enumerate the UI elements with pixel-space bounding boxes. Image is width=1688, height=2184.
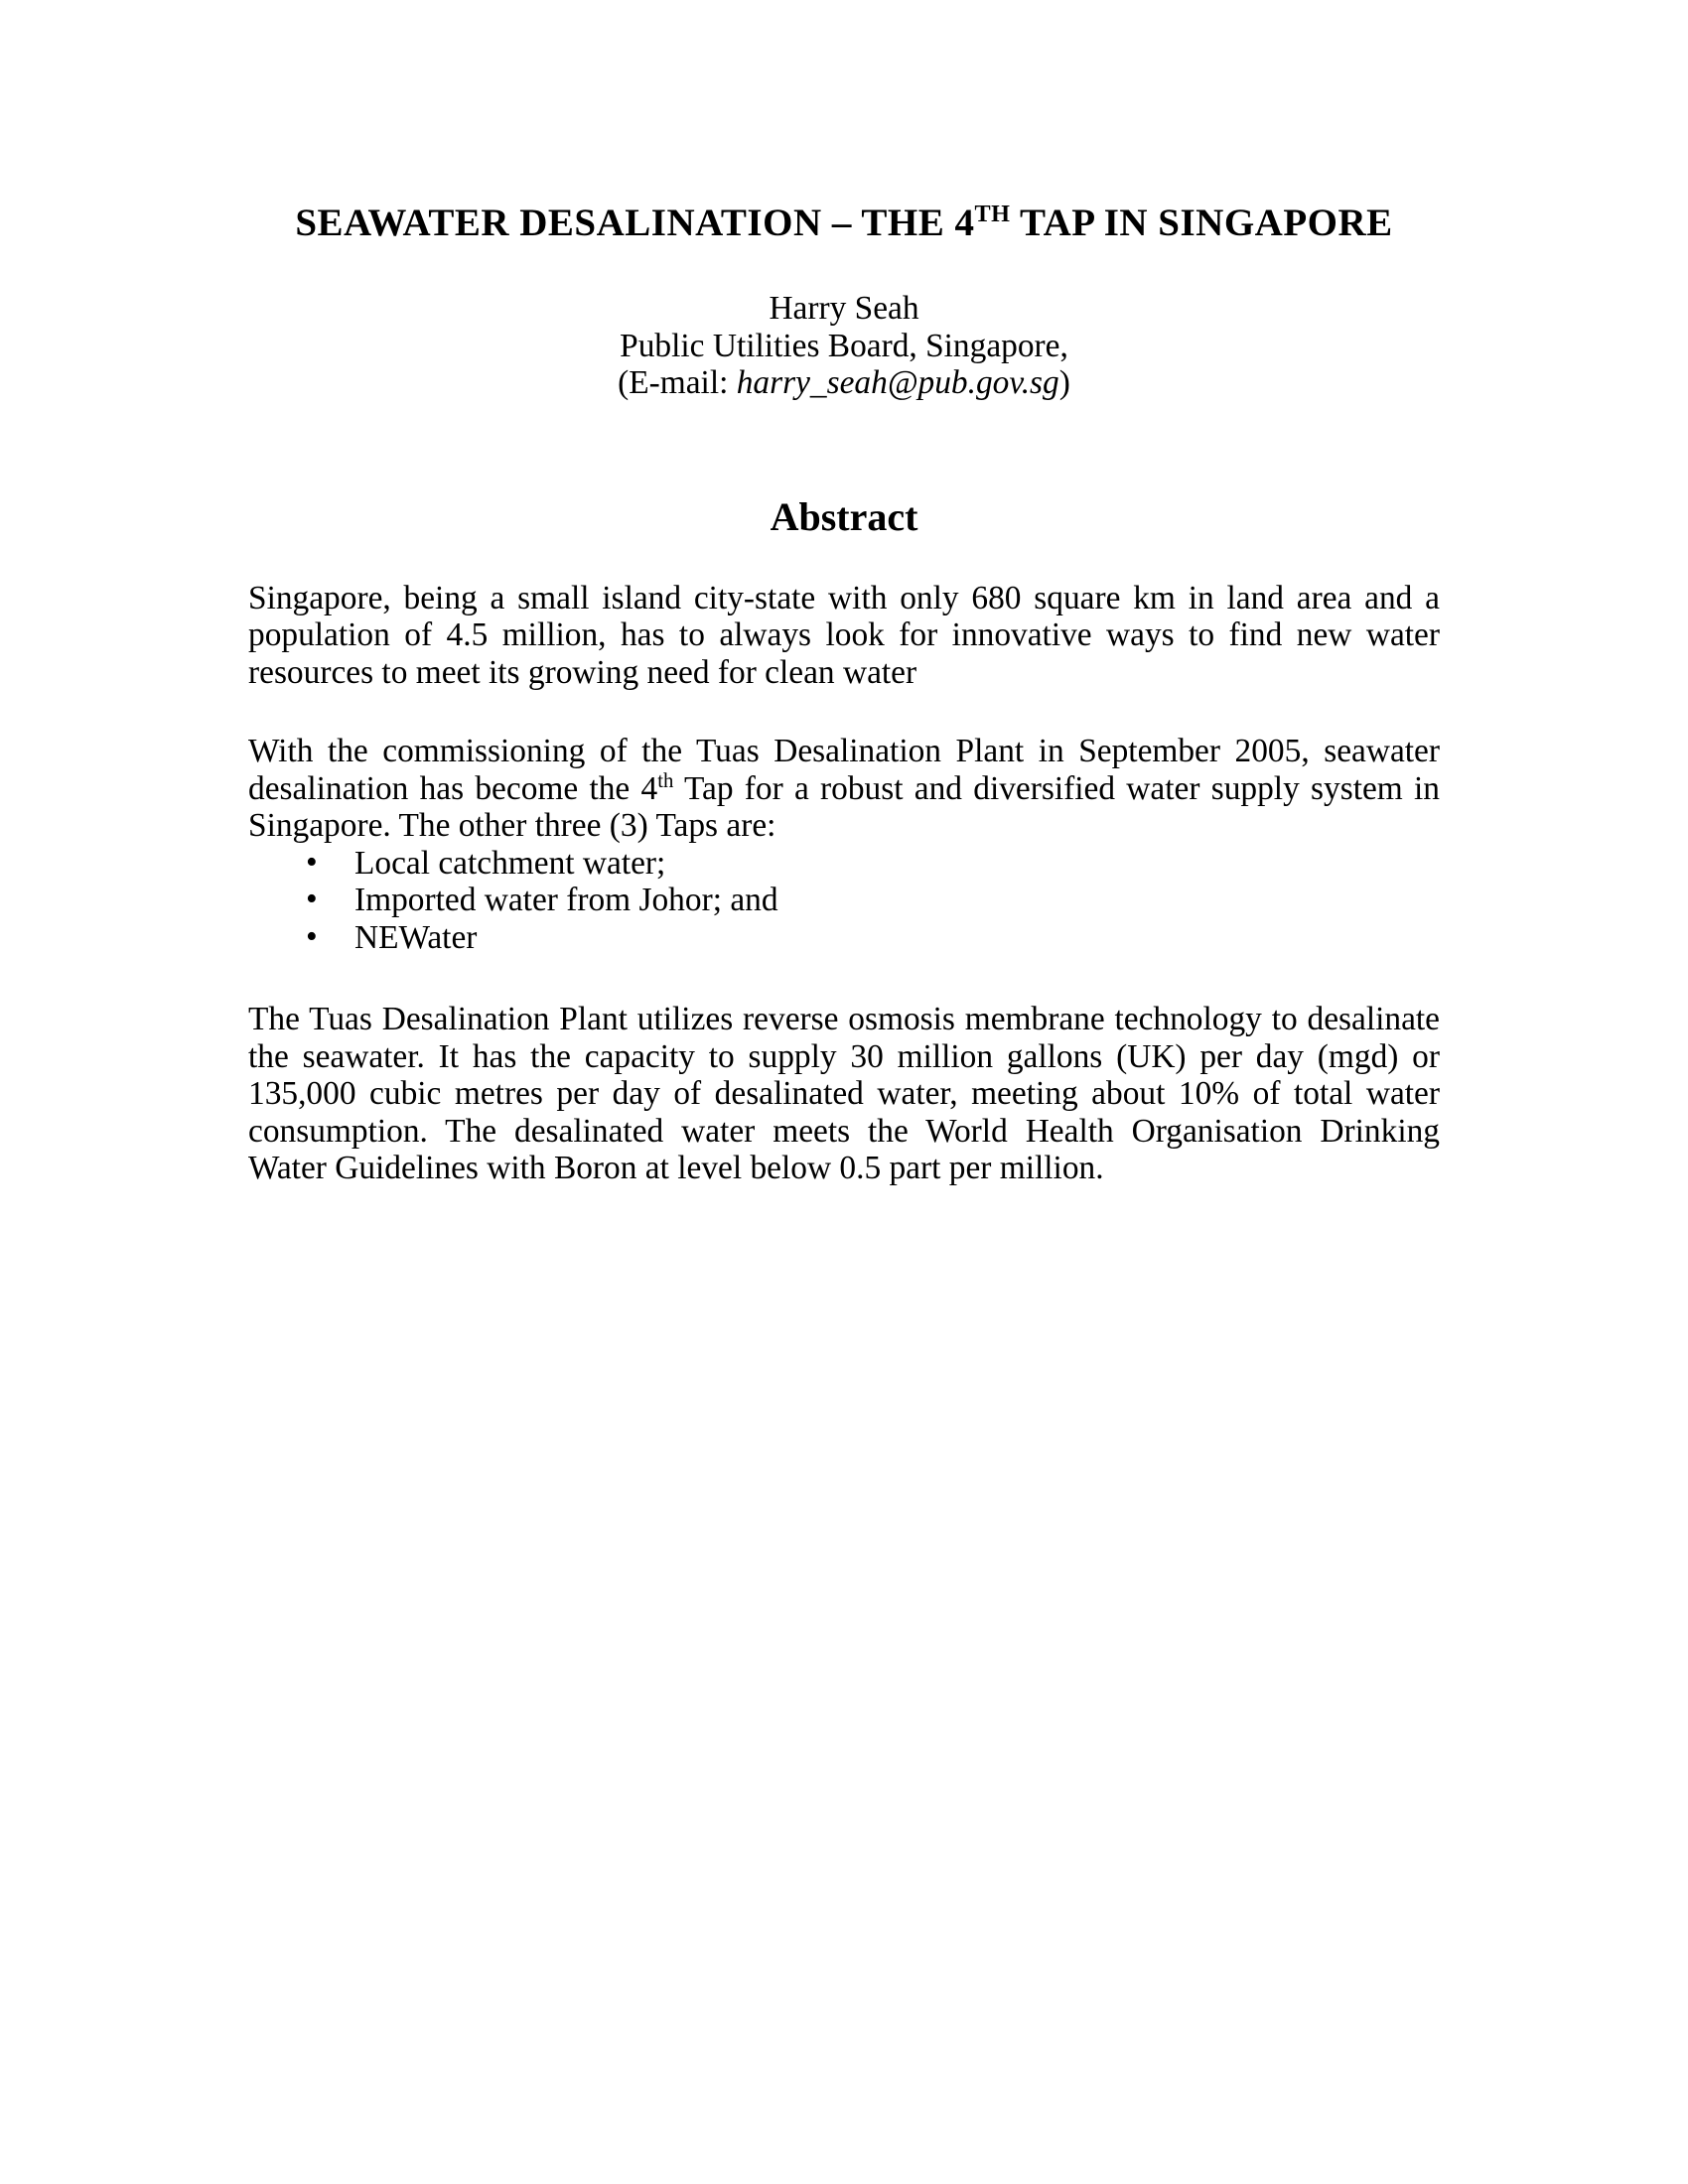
bullet-icon: • [306, 843, 318, 881]
paragraph-superscript: th [657, 769, 674, 792]
abstract-heading: Abstract [770, 493, 918, 539]
bullet-icon: • [306, 881, 318, 917]
author-email-line [248, 364, 1440, 402]
list-item-label: Local catchment water; [354, 844, 666, 882]
author-name: Harry Seah [769, 290, 919, 327]
list-item [248, 919, 1440, 957]
author-affiliation: Public Utilities Board, Singapore, [620, 327, 1068, 364]
title-superscript: TH [974, 201, 1011, 227]
author-email: harry_seah@pub.gov.sg [736, 364, 1059, 401]
abstract-paragraph-2 [248, 733, 1440, 845]
abstract-paragraph-1: Singapore, being a small island city-state with only 680 square km in land area and a population of 4.5 million, has to always look for innovative ways to find new water resources to meet its growing need for clean water [248, 579, 1440, 691]
email-label: (E-mail: [618, 364, 737, 401]
paragraph-2-text: With the commissioning of the Tuas Desalination Plant in September 2005, seawater desalination has become the 4 [248, 733, 1440, 807]
email-close-paren: ) [1058, 364, 1070, 401]
paragraph-2-suffix: Tap for a robust and diversified water supply system in Singapore. The other three (3) Taps are: [248, 769, 1440, 844]
bullet-icon: • [306, 917, 318, 955]
paper-title [248, 202, 1440, 245]
list-item-label: NEWater [354, 918, 478, 956]
paper-title-text: SEAWATER DESALINATION – THE 4 [295, 202, 975, 244]
list-item [248, 845, 1440, 883]
author-block [248, 290, 1440, 402]
taps-list [248, 845, 1440, 957]
paper-title-suffix: TAP IN SINGAPORE [1010, 202, 1393, 244]
list-item-label: Imported water from Johor; and [354, 882, 778, 918]
list-item [248, 882, 1440, 919]
abstract-paragraph-3: The Tuas Desalination Plant utilizes reverse osmosis membrane technology to desalinate the seawater. It has the capacity to supply 30 million gallons (UK) per day (mgd) or 135,000 cubic metres per day of desalinated water, meeting about 10% of total water consumption. The desalinated water meets the World Health Organisation Drinking Water Guidelines with Boron at level below 0.5 part per million. [248, 1001, 1440, 1186]
